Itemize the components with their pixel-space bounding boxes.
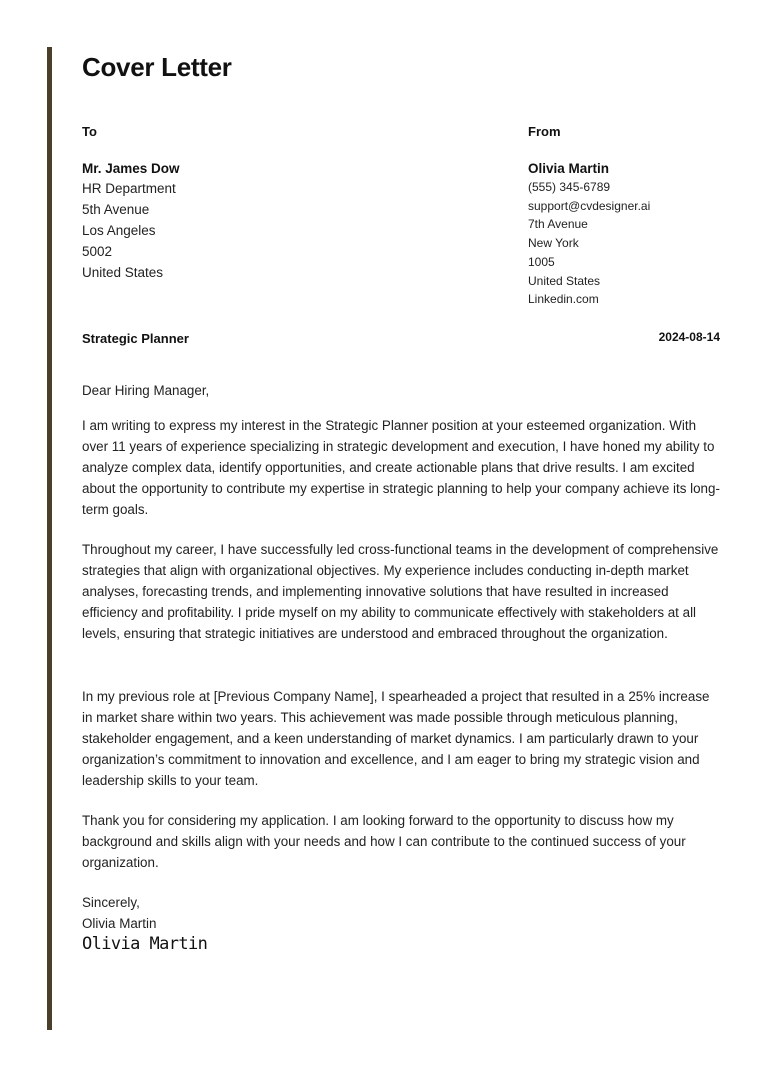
- to-heading: To: [82, 124, 97, 139]
- accent-bar: [47, 47, 52, 1030]
- job-title: Strategic Planner: [82, 331, 189, 346]
- sender-linkedin: Linkedin.com: [528, 292, 599, 307]
- greeting: Dear Hiring Manager,: [82, 383, 210, 398]
- letter-body: [82, 380, 722, 955]
- sender-name: Olivia Martin: [528, 161, 610, 176]
- recipient-city: Los Angeles: [82, 223, 156, 238]
- letter-date: 2024-08-14: [658, 330, 720, 344]
- sender-address: [528, 159, 728, 309]
- sender-city: New York: [528, 236, 579, 251]
- handwritten-signature: Olivia Martin: [82, 934, 208, 954]
- recipient-department: HR Department: [82, 181, 176, 196]
- from-heading: From: [528, 124, 561, 139]
- body-paragraph-1: I am writing to express my interest in the Strategic Planner position at your esteemed organization. With over 11 years of experience specializing in strategic development and execution, I have honed my ability to analyze complex data, identify opportunities, and create actionable plans that drive results. I am excited about the opportunity to contribute my expertise in strategic planning to help your company achieve its long-term goals.: [82, 418, 720, 517]
- recipient-postcode: 5002: [82, 244, 113, 259]
- closing-name: Olivia Martin: [82, 916, 157, 931]
- recipient-name: Mr. James Dow: [82, 161, 180, 176]
- recipient-address: [82, 159, 382, 283]
- page-title: Cover Letter: [82, 52, 232, 82]
- recipient-street: 5th Avenue: [82, 202, 150, 217]
- sender-phone: (555) 345-6789: [528, 180, 611, 194]
- body-paragraph-3: In my previous role at [Previous Company Name], I spearheaded a project that resulted in a 25% increase in market share within two years. This achievement was made possible through meticulous planning, stakeholder engagement, and a keen understanding of market dynamics. I am particularly drawn to your organization’s commitment to innovation and excellence, and I am eager to bring my strategic vision and leadership skills to your team.: [82, 689, 710, 788]
- body-paragraph-4: Thank you for considering my application. I am looking forward to the opportunity to discuss how my background and skills align with your needs and how I can contribute to the continued success of your organization.: [82, 813, 686, 870]
- closing: Sincerely,: [82, 895, 140, 910]
- sender-postcode: 1005: [528, 254, 555, 269]
- sender-email: support@cvdesigner.ai: [528, 198, 651, 213]
- body-paragraph-2: Throughout my career, I have successfully led cross-functional teams in the development of comprehensive strategies that align with organizational objectives. My experience includes conducting in-depth market analyses, forecasting trends, and implementing innovative solutions that have resulted in increased efficiency and profitability. I pride myself on my ability to communicate effectively with stakeholders at all levels, ensuring that strategic initiatives are understood and embraced throughout the organization.: [82, 542, 719, 641]
- sender-country: United States: [528, 273, 601, 288]
- recipient-country: United States: [82, 265, 164, 280]
- sender-street: 7th Avenue: [528, 217, 588, 232]
